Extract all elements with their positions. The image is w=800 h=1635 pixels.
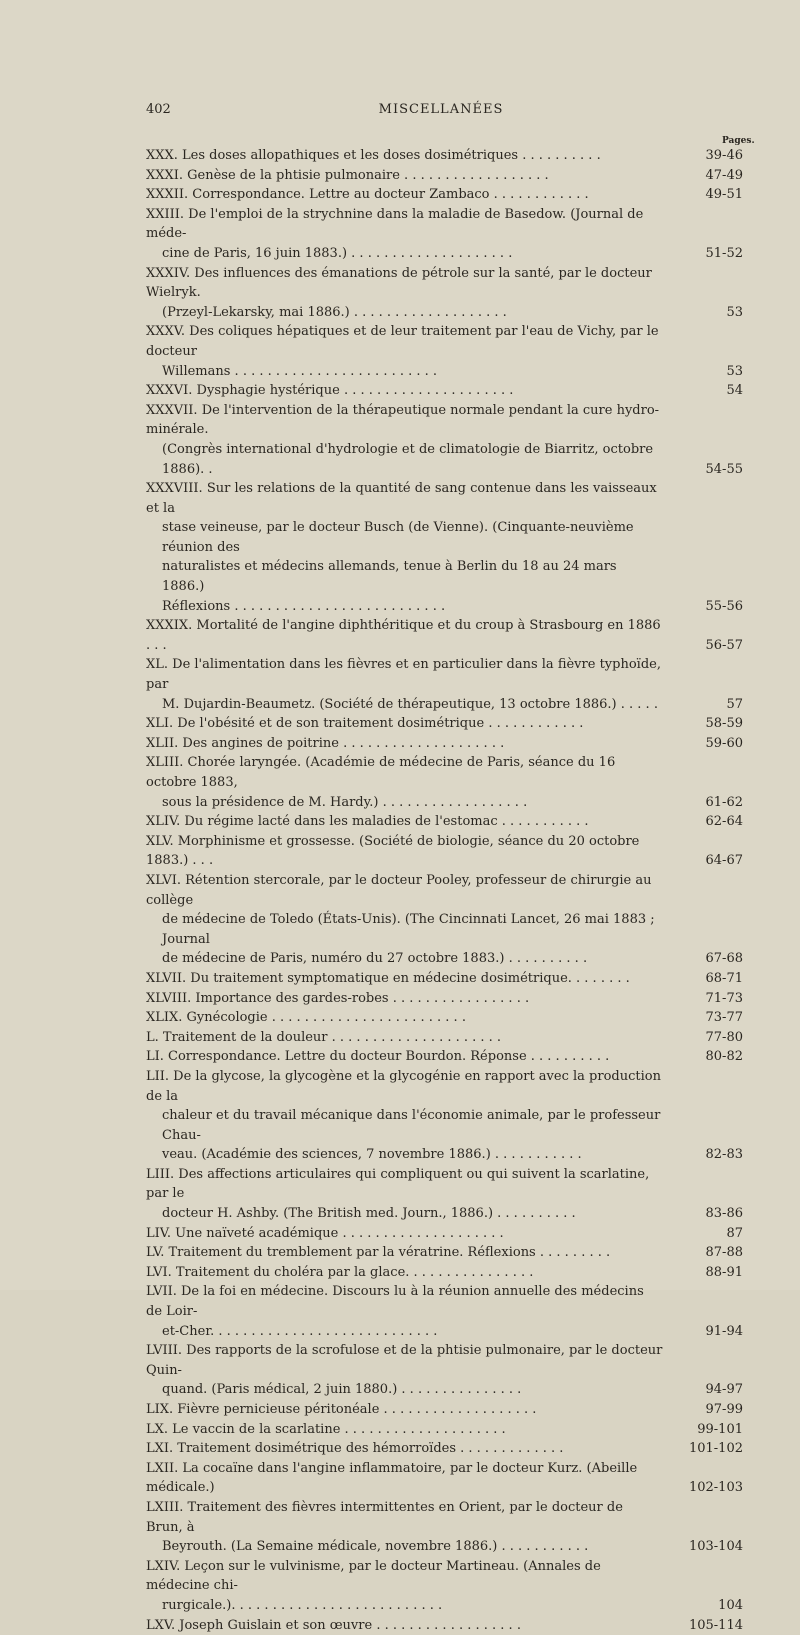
toc-entry-pages: 47-49 — [705, 167, 743, 183]
toc-entry — [118, 146, 743, 166]
toc-entry-line: M. Dujardin-Beaumetz. (Société de thérapeutique, 13 octobre 1886.) . . . . . — [162, 696, 658, 712]
toc-entry — [118, 381, 743, 401]
toc-entry-title — [118, 1243, 743, 1263]
toc-entry — [118, 832, 743, 871]
toc-entry-line: Réflexions . . . . . . . . . . . . . . . . . . . . . . . . . . — [162, 598, 446, 614]
toc-entry-pages: 80-82 — [705, 1049, 743, 1065]
toc-entry-line: de médecine de Toledo (États-Unis). (The Cincinnati Lancet, 26 mai 1883 ; Journal — [162, 912, 655, 947]
toc-entry-line: L. Traitement de la douleur . . . . . . . . . . . . . . . . . . . . . — [146, 1029, 502, 1045]
toc-entry-line: quand. (Paris médical, 2 juin 1880.) . . . . . . . . . . . . . . . — [162, 1382, 522, 1398]
toc-entry — [118, 1263, 743, 1283]
toc-entry-line: Willemans . . . . . . . . . . . . . . . . . . . . . . . . . — [162, 363, 438, 379]
toc-entry-pages: 88-91 — [705, 1264, 743, 1280]
toc-entry-title — [118, 714, 743, 734]
toc-entry-line: XXXVI. Dysphagie hystérique . . . . . . . . . . . . . . . . . . . . . — [146, 383, 514, 399]
toc-entry-line: sous la présidence de M. Hardy.) . . . . . . . . . . . . . . . . . . — [162, 794, 528, 810]
toc-entry-title — [118, 166, 743, 186]
toc-entry-line: LXV. Joseph Guislain et son œuvre . . . . . . . . . . . . . . . . . . — [146, 1617, 521, 1633]
toc-entry-title — [118, 264, 743, 323]
toc-entry-pages: 62-64 — [705, 814, 743, 830]
toc-entry-title — [118, 1420, 743, 1440]
toc-entry-title — [118, 401, 743, 479]
toc-entry-pages: 91-94 — [705, 1323, 743, 1339]
toc-entry — [118, 1165, 743, 1224]
toc-entry-line: LII. De la glycose, la glycogène et la glycogénie en rapport avec la production de la — [146, 1068, 661, 1104]
toc-entry-line: XLVIII. Importance des gardes-robes . . . . . . . . . . . . . . . . . — [146, 990, 530, 1006]
toc-entry — [118, 1616, 743, 1635]
toc-entry-pages: 55-56 — [705, 598, 743, 614]
toc-entry-line: XXXI. Genèse de la phtisie pulmonaire . . . . . . . . . . . . . . . . . . — [146, 167, 549, 183]
toc-entry-line: XXXII. Correspondance. Lettre au docteur Zambaco . . . . . . . . . . . . — [146, 187, 589, 203]
toc-entry — [118, 655, 743, 714]
toc-entry-title — [118, 734, 743, 754]
toc-entry-pages: 51-52 — [705, 245, 743, 261]
toc-entry-line: XL. De l'alimentation dans les fièvres et en particulier dans la fièvre typhoïde, par — [146, 657, 661, 693]
toc-entry — [118, 1282, 743, 1341]
toc-entry-pages: 49-51 — [705, 187, 743, 203]
toc-entry-line: rurgicale.). . . . . . . . . . . . . . . . . . . . . . . . . . — [162, 1597, 443, 1613]
toc-entry-title — [118, 205, 743, 264]
toc-entry — [118, 1400, 743, 1420]
toc-entry-title — [118, 989, 743, 1009]
toc-entry-line: LXI. Traitement dosimétrique des hémorroïdes . . . . . . . . . . . . . — [146, 1441, 564, 1457]
toc-entry-line: XXIII. De l'emploi de la strychnine dans la maladie de Basedow. (Journal de méde- — [146, 206, 644, 242]
toc-entry-pages: 101-102 — [688, 1441, 743, 1457]
toc-entry-line: LVIII. Des rapports de la scrofulose et de la phtisie pulmonaire, par le docteur Quin- — [146, 1343, 663, 1378]
toc-entry — [118, 1047, 743, 1067]
toc-entry-line: cine de Paris, 16 juin 1883.) . . . . . . . . . . . . . . . . . . . . — [162, 245, 513, 261]
toc-entry-title — [118, 1224, 743, 1244]
toc-entry-title — [118, 1341, 743, 1400]
toc-entry-pages: 83-86 — [705, 1206, 743, 1222]
toc-entry-title — [118, 1165, 743, 1224]
page-header — [146, 102, 736, 122]
toc-entry-line: XLVI. Rétention stercorale, par le docteur Pooley, professeur de chirurgie au collège — [146, 872, 652, 908]
toc-entry — [118, 1557, 743, 1616]
toc-entry-pages: 53 — [726, 363, 743, 379]
toc-entry-line: LXIV. Leçon sur le vulvinisme, par le docteur Martineau. (Annales de médecine chi- — [146, 1558, 601, 1594]
toc-entry-line: XXXVII. De l'intervention de la thérapeutique normale pendant la cure hydro-minérale. — [146, 402, 660, 438]
toc-entry-title — [118, 1028, 743, 1048]
toc-entry-line: XLIII. Chorée laryngée. (Académie de médecine de Paris, séance du 16 octobre 1883, — [146, 755, 616, 790]
toc-entry-pages: 94-97 — [705, 1382, 743, 1398]
toc-entry-line: XLI. De l'obésité et de son traitement dosimétrique . . . . . . . . . . . . — [146, 716, 584, 732]
toc-entry-line: XLII. Des angines de poitrine . . . . . . . . . . . . . . . . . . . . — [146, 735, 505, 751]
toc-entry-line: docteur H. Ashby. (The British med. Journ., 1886.) . . . . . . . . . . — [162, 1206, 576, 1222]
toc-entry-line: XLIX. Gynécologie . . . . . . . . . . . . . . . . . . . . . . . . — [146, 1010, 466, 1026]
toc-entry-pages: 102-103 — [688, 1480, 743, 1496]
toc-entry-line: XLIV. Du régime lacté dans les maladies de l'estomac . . . . . . . . . . . — [146, 814, 589, 830]
toc-entry-pages: 64-67 — [705, 853, 743, 869]
toc-entry-pages: 103-104 — [688, 1539, 743, 1555]
toc-entry — [118, 989, 743, 1009]
toc-entry-pages: 105-114 — [688, 1617, 743, 1633]
toc-entry-line: chaleur et du travail mécanique dans l'économie animale, par le professeur Chau- — [162, 1108, 661, 1143]
toc-entry-pages: 104 — [718, 1597, 743, 1613]
toc-entry-title — [118, 185, 743, 205]
toc-entry-line: XXXIV. Des influences des émanations de pétrole sur la santé, par le docteur Wielryk. — [146, 265, 652, 301]
toc-entry — [118, 1420, 743, 1440]
toc-entry — [118, 1498, 743, 1557]
toc-entry-line: LIV. Une naïveté académique . . . . . . . . . . . . . . . . . . . . — [146, 1225, 504, 1241]
toc-entry-title — [118, 1263, 743, 1283]
pages-column-label: Pages. — [722, 136, 755, 146]
toc-entry-line: LV. Traitement du tremblement par la vératrine. Réflexions . . . . . . . . . — [146, 1245, 611, 1261]
toc-entry — [118, 734, 743, 754]
toc-entry-line: LI. Correspondance. Lettre du docteur Bourdon. Réponse . . . . . . . . . . — [146, 1049, 610, 1065]
toc-entry-pages: 67-68 — [705, 951, 743, 967]
toc-entry — [118, 264, 743, 323]
toc-entry — [118, 616, 743, 655]
toc-entry-pages: 87 — [726, 1225, 743, 1241]
toc-entry — [118, 205, 743, 264]
toc-entry — [118, 1008, 743, 1028]
toc-entry-title — [118, 616, 743, 655]
toc-entry — [118, 479, 743, 616]
toc-entry — [118, 969, 743, 989]
toc-entry — [118, 185, 743, 205]
toc-entry-pages: 59-60 — [705, 735, 743, 751]
running-title: MISCELLANÉES — [378, 102, 504, 117]
toc-entry-line: XXXIX. Mortalité de l'angine diphthéritique et du croup à Strasbourg en 1886 . . . — [146, 618, 661, 653]
toc-entry-pages: 97-99 — [705, 1402, 743, 1417]
toc-entry — [118, 812, 743, 832]
toc-entry-line: LXIII. Traitement des fièvres intermittentes en Orient, par le docteur de Brun, à — [146, 1499, 623, 1535]
toc-entry — [118, 322, 743, 381]
toc-entry-pages: 73-77 — [705, 1010, 743, 1026]
toc-entry — [118, 166, 743, 186]
page-number: 402 — [146, 102, 171, 117]
toc-entry-line: LIII. Des affections articulaires qui compliquent ou qui suivent la scarlatine, par le — [146, 1166, 650, 1202]
toc-entry-title — [118, 381, 743, 401]
toc-entry-line: (Congrès international d'hydrologie et de climatologie de Biarritz, octobre 1886). . — [162, 441, 654, 477]
toc-entry-line: LXII. La cocaïne dans l'angine inflammatoire, par le docteur Kurz. (Abeille médicale.) — [146, 1460, 638, 1496]
toc-entry-title — [118, 812, 743, 832]
toc-entry-line: XXXVIII. Sur les relations de la quantité de sang contenue dans les vaisseaux et la — [146, 481, 657, 516]
toc-entry-title — [118, 146, 743, 166]
toc-entry-line: stase veineuse, par le docteur Busch (de Vienne). (Cinquante-neuvième réunion des — [162, 520, 634, 555]
toc-entry — [118, 871, 743, 969]
toc-entry — [118, 1067, 743, 1165]
toc-entry-line: LVI. Traitement du choléra par la glace. . . . . . . . . . . . . . . . — [146, 1264, 534, 1280]
toc-entry-pages: 53 — [726, 304, 743, 320]
toc-entry — [118, 1028, 743, 1048]
toc-entry-pages: 39-46 — [705, 148, 743, 163]
toc-entry-pages: 99-101 — [697, 1421, 743, 1437]
toc-entry-pages: 82-83 — [705, 1147, 743, 1163]
toc-entry-title — [118, 753, 743, 812]
toc-entry-pages: 68-71 — [705, 970, 743, 986]
toc-entry — [118, 1459, 743, 1498]
toc-entry-title — [118, 832, 743, 871]
toc-entry-title — [118, 1439, 743, 1459]
toc-entry-title — [118, 479, 743, 616]
toc-entry-pages: 61-62 — [705, 794, 743, 810]
toc-entry — [118, 714, 743, 734]
toc-entry-line: (Przeyl-Lekarsky, mai 1886.) . . . . . . . . . . . . . . . . . . . — [162, 304, 507, 320]
toc-entry — [118, 1224, 743, 1244]
toc-entry-title — [118, 1616, 743, 1635]
toc-entry-title — [118, 655, 743, 714]
toc-entry-line: LIX. Fièvre pernicieuse péritonéale . . . . . . . . . . . . . . . . . . . — [146, 1402, 537, 1417]
toc-entry-pages: 56-57 — [705, 637, 743, 653]
toc-entry-title — [118, 871, 743, 969]
toc-entry-pages: 71-73 — [705, 990, 743, 1006]
toc-entry-pages: 87-88 — [705, 1245, 743, 1261]
toc-entry — [118, 401, 743, 479]
toc-entry-line: XLV. Morphinisme et grossesse. (Société de biologie, séance du 20 octobre 1883.) . . . — [146, 833, 640, 869]
toc-entry-line: XXX. Les doses allopathiques et les doses dosimétriques . . . . . . . . . . — [146, 148, 601, 163]
toc-entry-line: XLVII. Du traitement symptomatique en médecine dosimétrique. . . . . . . . — [146, 970, 630, 986]
toc-entry-title — [118, 1008, 743, 1028]
table-of-contents — [118, 146, 743, 1635]
toc-entry-title — [118, 1557, 743, 1616]
toc-entry — [118, 753, 743, 812]
toc-entry-line: veau. (Académie des sciences, 7 novembre 1886.) . . . . . . . . . . . — [162, 1147, 582, 1163]
toc-entry-pages: 54-55 — [705, 461, 743, 477]
toc-entry — [118, 1341, 743, 1400]
toc-entry-pages: 58-59 — [705, 716, 743, 732]
toc-entry-pages: 57 — [726, 696, 743, 712]
toc-entry-title — [118, 1067, 743, 1165]
toc-entry-title — [118, 1400, 743, 1420]
toc-entry-line: Beyrouth. (La Semaine médicale, novembre 1886.) . . . . . . . . . . . — [162, 1539, 589, 1555]
toc-entry-title — [118, 969, 743, 989]
toc-entry — [118, 1243, 743, 1263]
toc-entry — [118, 1439, 743, 1459]
toc-entry-line: et-Cher. . . . . . . . . . . . . . . . . . . . . . . . . . . . — [162, 1323, 438, 1339]
toc-entry-line: LX. Le vaccin de la scarlatine . . . . . . . . . . . . . . . . . . . . — [146, 1421, 506, 1437]
toc-entry-line: LVII. De la foi en médecine. Discours lu à la réunion annuelle des médecins de Loir- — [146, 1284, 644, 1320]
toc-entry-title — [118, 1047, 743, 1067]
toc-entry-pages: 54 — [726, 383, 743, 399]
toc-entry-title — [118, 322, 743, 381]
toc-entry-title — [118, 1498, 743, 1557]
toc-entry-line: de médecine de Paris, numéro du 27 octobre 1883.) . . . . . . . . . . — [162, 951, 588, 967]
toc-entry-title — [118, 1459, 743, 1498]
toc-entry-line: naturalistes et médecins allemands, tenue à Berlin du 18 au 24 mars 1886.) — [162, 559, 617, 595]
toc-entry-line: XXXV. Des coliques hépatiques et de leur traitement par l'eau de Vichy, par le docteur — [146, 324, 659, 359]
toc-entry-pages: 77-80 — [705, 1029, 743, 1045]
toc-entry-title — [118, 1282, 743, 1341]
